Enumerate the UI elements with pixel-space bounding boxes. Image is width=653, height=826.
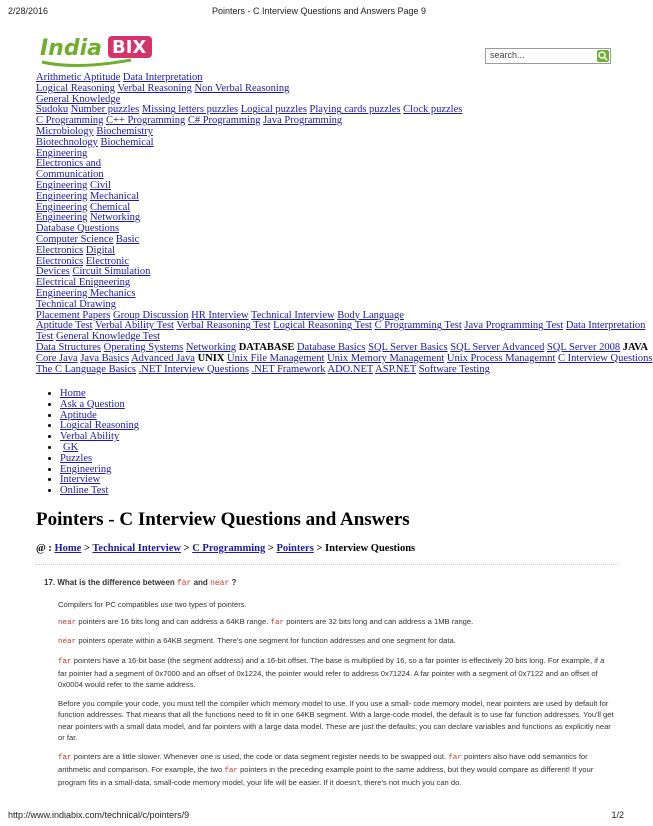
breadcrumb-separator: > [267, 543, 274, 554]
nav-link[interactable]: Electrical Enigneering [36, 277, 131, 289]
nav-row [36, 289, 616, 300]
nav-link[interactable]: Missing letters puzzles [141, 104, 239, 116]
nav-link[interactable]: Non Verbal Reasoning [194, 82, 290, 94]
nav-link[interactable]: Biochemical [100, 136, 154, 148]
nav-row [36, 235, 616, 246]
nav-row [36, 159, 616, 170]
code-near: near [58, 619, 77, 628]
nav-link[interactable]: Basic [115, 233, 140, 245]
nav-link[interactable]: Networking [89, 212, 141, 224]
answer-body [58, 599, 614, 797]
menu-link-puzzles[interactable]: Puzzles [60, 452, 93, 464]
nav-link[interactable]: Engineering [36, 147, 88, 159]
menu-link-home[interactable]: Home [60, 388, 86, 399]
nav-link[interactable]: Data Interpretation [565, 320, 646, 332]
nav-link[interactable]: Core Java [36, 352, 78, 364]
nav-link[interactable]: Engineering [36, 201, 88, 213]
nav-row [36, 365, 616, 376]
indiabix-logo[interactable] [36, 32, 156, 72]
answer-paragraph [58, 655, 614, 691]
menu-link-aptitude[interactable]: Aptitude [60, 409, 97, 421]
nav-link[interactable]: Logical Reasoning Test [273, 320, 372, 332]
question-and: and [193, 578, 208, 587]
logo-text-bix: BIX [112, 37, 147, 58]
nav-link[interactable]: Biochemistry [96, 125, 153, 137]
answer-paragraph [58, 599, 614, 610]
print-date: 2/28/2016 [8, 6, 49, 16]
nav-link[interactable]: SQL Server 2008 [546, 341, 621, 353]
nav-row [36, 170, 616, 181]
divider [36, 564, 618, 565]
nav-link[interactable]: Electronics [36, 255, 84, 267]
nav-link[interactable]: Civil [89, 179, 111, 191]
nav-link[interactable]: Java Programming Test [464, 320, 564, 332]
nav-link[interactable]: Data Interpretation [122, 72, 203, 83]
answer-paragraph [58, 698, 614, 743]
nav-heading: DATABASE [238, 341, 295, 353]
nav-link[interactable]: Unix Process Managemnt [446, 352, 556, 364]
nav-row [36, 84, 616, 95]
breadcrumb [36, 543, 415, 554]
nav-link[interactable]: Biotechnology [36, 136, 98, 148]
nav-link[interactable]: Sudoku [36, 104, 69, 116]
code-far: far [58, 657, 72, 666]
answer-paragraph [58, 751, 614, 789]
nav-link[interactable]: C Programming Test [374, 320, 462, 332]
nav-link[interactable]: Group Discussion [112, 309, 189, 321]
code-far: far [448, 754, 462, 763]
nav-row [36, 138, 616, 149]
answer-text: Compilers for PC compatibles use two types of pointers. [58, 600, 247, 609]
code-far: far [58, 754, 72, 763]
nav-link[interactable]: Software Testing [418, 363, 490, 375]
answer-text: pointers are 16 bits long and can address a 64KB range. [76, 617, 271, 627]
menu-link-engineering[interactable]: Engineering [60, 463, 112, 475]
nav-link[interactable]: Unix File Management [227, 352, 325, 364]
code-far: far [176, 579, 192, 588]
breadcrumb-c-programming[interactable]: C Programming [192, 543, 266, 554]
nav-link[interactable]: C Programming [36, 115, 104, 127]
nav-link[interactable]: Database Basics [296, 341, 366, 353]
menu-link-ask[interactable]: Ask a Question [60, 398, 125, 410]
nav-heading: UNIX [197, 352, 225, 364]
nav-heading: JAVA [622, 341, 648, 353]
nav-link[interactable]: Engineering [36, 179, 88, 191]
nav-link[interactable]: General Knowledge Test [55, 331, 161, 343]
answer-text: pointers operate within a 64KB segment. There's one segment for function addresses and one segment for data. [76, 636, 456, 646]
nav-link[interactable]: Placement Papers [36, 309, 111, 321]
nav-link[interactable]: Number puzzles [70, 104, 140, 116]
breadcrumb-current: Interview Questions [325, 543, 416, 554]
nav-link[interactable]: Electronics [36, 244, 84, 256]
code-near: near [58, 638, 77, 647]
nav-link[interactable]: Unix Memory Management [327, 352, 445, 364]
answer-text: pointers have a 16-bit base (the segment address) and a 16-bit offset. The base is multiplied by 16, so a far pointer is effectively 20 bits long. For example, if a far pointer had a segment of 0x7000 and an offset of 0x1224, the pointer would refer to address 0x71224. A far pointer with a segment of 0x7122 and an offset of 0x0004 would refer to the same address. [58, 655, 605, 690]
main-menu [44, 389, 139, 497]
nav-link[interactable]: Devices [36, 266, 70, 278]
nav-link[interactable]: Advanced Java [131, 352, 195, 364]
question-mark: ? [231, 578, 237, 587]
nav-link[interactable]: SQL Server Basics [368, 341, 448, 353]
nav-link[interactable]: Body Language [337, 309, 404, 321]
nav-link[interactable]: Digital [85, 244, 116, 256]
nav-link[interactable]: Arithmetic Aptitude [36, 72, 121, 83]
nav-link[interactable]: Logical puzzles [240, 104, 307, 116]
nav-link[interactable]: Database Questions [36, 223, 120, 235]
nav-link[interactable]: Computer Science [36, 233, 114, 245]
nav-link[interactable]: Networking [185, 341, 237, 353]
nav-link[interactable]: Engineering Mechanics [36, 287, 136, 299]
print-page-number: 1/2 [611, 810, 624, 820]
nav-link[interactable]: C++ Programming [106, 115, 186, 127]
nav-link[interactable]: Verbal Ability Test [94, 320, 174, 332]
nav-link[interactable]: Electronic [85, 255, 130, 267]
nav-link[interactable]: SQL Server Advanced [450, 341, 545, 353]
code-far: far [224, 767, 238, 776]
nav-link[interactable]: Electronics and [36, 158, 102, 170]
breadcrumb-separator: > [183, 543, 190, 554]
answer-text: Before you compile your code, you must tell the compiler which memory model to use. If you use a small- code memory model, near pointers are used by default for function addresses. That means that all the functions need to fit in one 64KB segment. With a large-code model, the default is to use far function addresses. You'll get near pointers with a small data model, and far pointers with a large data model. These are just the defaults; you can declare variables and functions as explicitly near or far. [58, 699, 614, 742]
answer-text: pointers also have odd semantics for arithmetic and comparison. For example, the two [58, 752, 588, 775]
breadcrumb-pointers[interactable]: Pointers [276, 543, 314, 554]
nav-link[interactable]: Technical Interview [251, 309, 335, 321]
search-placeholder: search... [490, 50, 525, 60]
answer-text: pointers are a little slower. Whenever one is used, the code or data segment register needs to be swapped out. [71, 752, 449, 762]
nav-link[interactable]: Microbiology [36, 125, 94, 137]
breadcrumb-home[interactable]: Home [54, 543, 82, 554]
nav-link[interactable]: Technical Drawing [36, 298, 117, 310]
nav-link[interactable]: C Interview Questions [558, 352, 653, 364]
nav-link[interactable]: Engineering [36, 190, 88, 202]
nav-link[interactable]: .NET Interview Questions [138, 363, 249, 375]
question-number: 17. [44, 578, 56, 587]
nav-link[interactable]: Clock puzzles [403, 104, 463, 116]
menu-link-gk[interactable]: GK [63, 441, 79, 453]
breadcrumb-separator: > [316, 543, 323, 554]
nav-row [36, 213, 616, 224]
nav-link[interactable]: Java Programming [263, 115, 343, 127]
nav-link[interactable]: Circuit Simulation [72, 266, 151, 278]
code-far: far [270, 619, 285, 628]
nav-link[interactable]: C# Programming [187, 115, 261, 127]
print-title: Pointers - C Interview Questions and Answers Page 9 [211, 6, 427, 16]
logo-text-india: India [40, 36, 102, 61]
nav-link[interactable]: Java Basics [80, 352, 130, 364]
nav-link[interactable]: Engineering [36, 212, 88, 224]
question-heading [44, 578, 236, 588]
answer-text: pointers are 32 bits long and can address a 1MB range. [284, 617, 474, 627]
nav-link[interactable]: The C Language Basics [36, 363, 137, 375]
nav-link[interactable]: HR Interview [191, 309, 249, 321]
nav-row [36, 149, 616, 160]
answer-paragraph [58, 635, 614, 648]
menu-link-verbal[interactable]: Verbal Ability [60, 431, 120, 443]
nav-link[interactable]: Test [36, 331, 54, 343]
page-title: Pointers - C Interview Questions and Answers [36, 509, 410, 530]
menu-item [60, 486, 139, 497]
nav-link[interactable]: Playing cards puzzles [309, 104, 401, 116]
menu-link-online-test[interactable]: Online Test [60, 485, 109, 497]
nav-link[interactable]: .NET Framework [251, 363, 326, 375]
code-near: near [210, 579, 230, 588]
nav-link[interactable]: General Knowledge [36, 93, 121, 105]
nav-link[interactable]: Verbal Reasoning Test [176, 320, 271, 332]
search-button[interactable] [597, 50, 609, 62]
nav-link[interactable]: ASP.NET [375, 363, 417, 375]
breadcrumb-technical-interview[interactable]: Technical Interview [92, 543, 181, 554]
nav-link[interactable]: Mechanical [89, 190, 139, 202]
search-input[interactable] [485, 48, 611, 64]
nav-link[interactable]: Data Structures [36, 341, 102, 353]
print-url: http://www.indiabix.com/technical/c/pointers/9 [8, 810, 190, 820]
nav-link[interactable]: Operating Systems [103, 341, 184, 353]
menu-link-interview[interactable]: Interview [60, 474, 101, 486]
menu-link-logical[interactable]: Logical Reasoning [60, 420, 140, 432]
nav-link[interactable]: Aptitude Test [36, 320, 93, 332]
search-icon [597, 50, 609, 62]
breadcrumb-prefix: @ : [36, 543, 52, 554]
nav-link[interactable]: Communication [36, 169, 104, 181]
category-nav [36, 72, 653, 375]
breadcrumb-separator: > [83, 543, 90, 554]
nav-link[interactable]: Chemical [89, 201, 131, 213]
nav-link[interactable]: ADO.NET [327, 363, 374, 375]
nav-link[interactable]: Verbal Reasoning [117, 82, 192, 94]
nav-link[interactable]: Logical Reasoning [36, 82, 116, 94]
question-text: What is the difference between [57, 578, 175, 587]
answer-paragraph [58, 616, 614, 629]
answer-text: pointers in the preceding example point to the same address, but they would compare as different! If your program fits in a small-data, small-code memory model, your life will be easier. If it doesn't, there's not much you can do. [58, 765, 594, 788]
